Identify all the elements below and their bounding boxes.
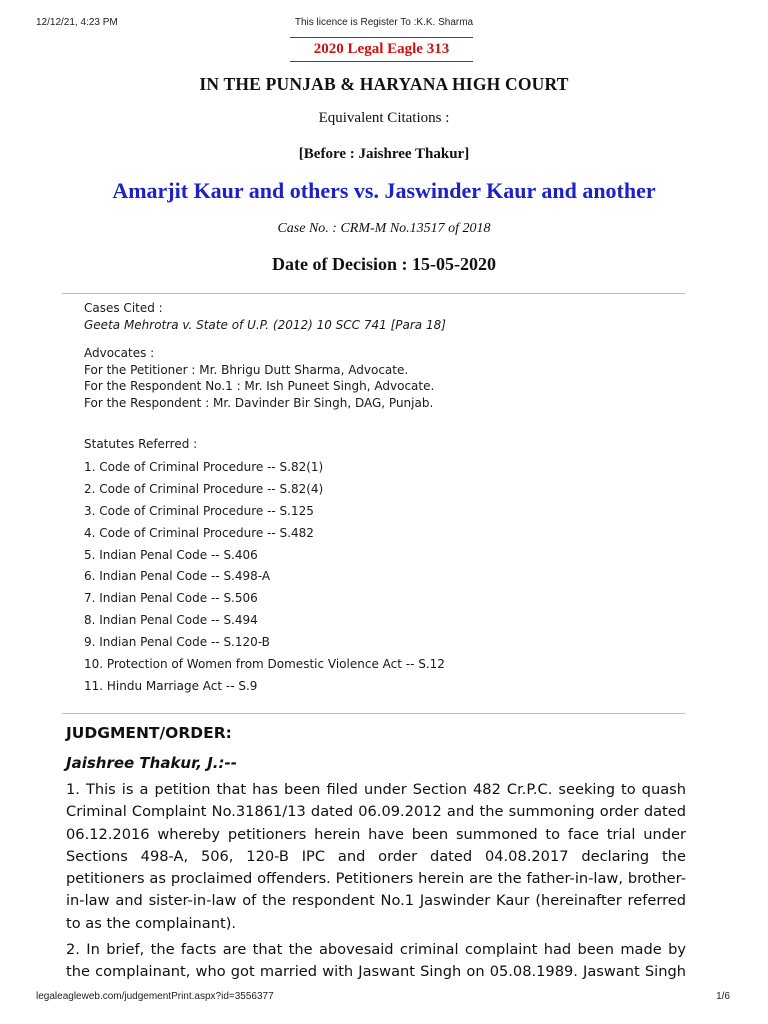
divider: [62, 713, 685, 714]
statute-item: 2. Code of Criminal Procedure -- S.82(4): [84, 481, 324, 496]
cases-cited-label: Cases Cited :: [84, 301, 163, 315]
cited-case: Geeta Mehrotra v. State of U.P. (2012) 10 SCC 741 [Para 18]: [84, 317, 446, 332]
print-footer: [0, 991, 768, 1005]
case-number: Case No. : CRM-M No.13517 of 2018: [277, 221, 491, 236]
bench: [Before : Jaishree Thakur]: [298, 146, 470, 162]
equivalent-citations: Equivalent Citations :: [318, 110, 450, 126]
statute-item: 9. Indian Penal Code -- S.120-B: [84, 635, 270, 650]
statute-item: 4. Code of Criminal Procedure -- S.482: [84, 525, 314, 540]
statute-item: 1. Code of Criminal Procedure -- S.82(1): [84, 460, 324, 474]
judgment-paragraph: 1. This is a petition that has been filed under Section 482 Cr.P.C. seeking to quash Criminal Complaint No.31861/13 dated 06.09.2012 and the summoning order dated 06.12.2016 whereby petitioners herein have been summoned to face trial under Sections 498-A, 506, 120-B IPC and order dated 04.08.2017 declaring the petitioners as proclaimed offenders. Petitioners herein are the father-in-law, brother-in-law and sister-in-law of the respondent No.1 Jaswinder Kaur (hereinafter referred to as the complainant).: [66, 781, 686, 932]
statute-item: 8. Indian Penal Code -- S.494: [84, 613, 258, 628]
statute-item: 10. Protection of Women from Domestic Violence Act -- S.12: [84, 657, 445, 672]
judge-line: Jaishree Thakur, J.:--: [66, 754, 237, 772]
advocates-label: Advocates :: [84, 346, 155, 360]
cases-cited-section: [84, 300, 684, 333]
print-header: [0, 17, 768, 31]
advocate-petitioner: For the Petitioner : Mr. Bhrigu Dutt Sharma, Advocate.: [84, 362, 409, 377]
judgment-heading: JUDGMENT/ORDER:: [66, 724, 232, 742]
advocate-respondent: For the Respondent : Mr. Davinder Bir Singh, DAG, Punjab.: [84, 395, 434, 410]
licence-notice: This licence is Register To :K.K. Sharma: [294, 17, 474, 28]
advocate-respondent-1: For the Respondent No.1 : Mr. Ish Puneet Singh, Advocate.: [84, 379, 435, 393]
decision-date: Date of Decision : 15-05-2020: [272, 254, 496, 274]
statute-item: 11. Hindu Marriage Act -- S.9: [84, 678, 258, 693]
divider: [62, 293, 685, 294]
statute-item: 7. Indian Penal Code -- S.506: [84, 591, 258, 606]
citation-label: 2020 Legal Eagle 313: [290, 37, 473, 62]
statute-item: 5. Indian Penal Code -- S.406: [84, 547, 258, 562]
page-number: 1/6: [716, 991, 730, 1002]
judgment-paragraph: 2. In brief, the facts are that the abovesaid criminal complaint had been made by the complainant, who got married with Jaswant Singh on 05.08.1989. Jaswant Singh: [66, 941, 686, 981]
statutes-label: Statutes Referred :: [84, 437, 198, 451]
page-url[interactable]: legaleagleweb.com/judgementPrint.aspx?id=3556377: [36, 991, 274, 1002]
advocates-section: [84, 345, 684, 411]
court-name: IN THE PUNJAB & HARYANA HIGH COURT: [199, 74, 569, 94]
case-title: Amarjit Kaur and others vs. Jaswinder Kaur and another: [112, 178, 656, 203]
statute-list: [84, 458, 684, 699]
print-datetime: 12/12/21, 4:23 PM: [36, 17, 118, 28]
statute-item: 6. Indian Penal Code -- S.498-A: [84, 569, 271, 584]
statute-item: 3. Code of Criminal Procedure -- S.125: [84, 503, 314, 518]
